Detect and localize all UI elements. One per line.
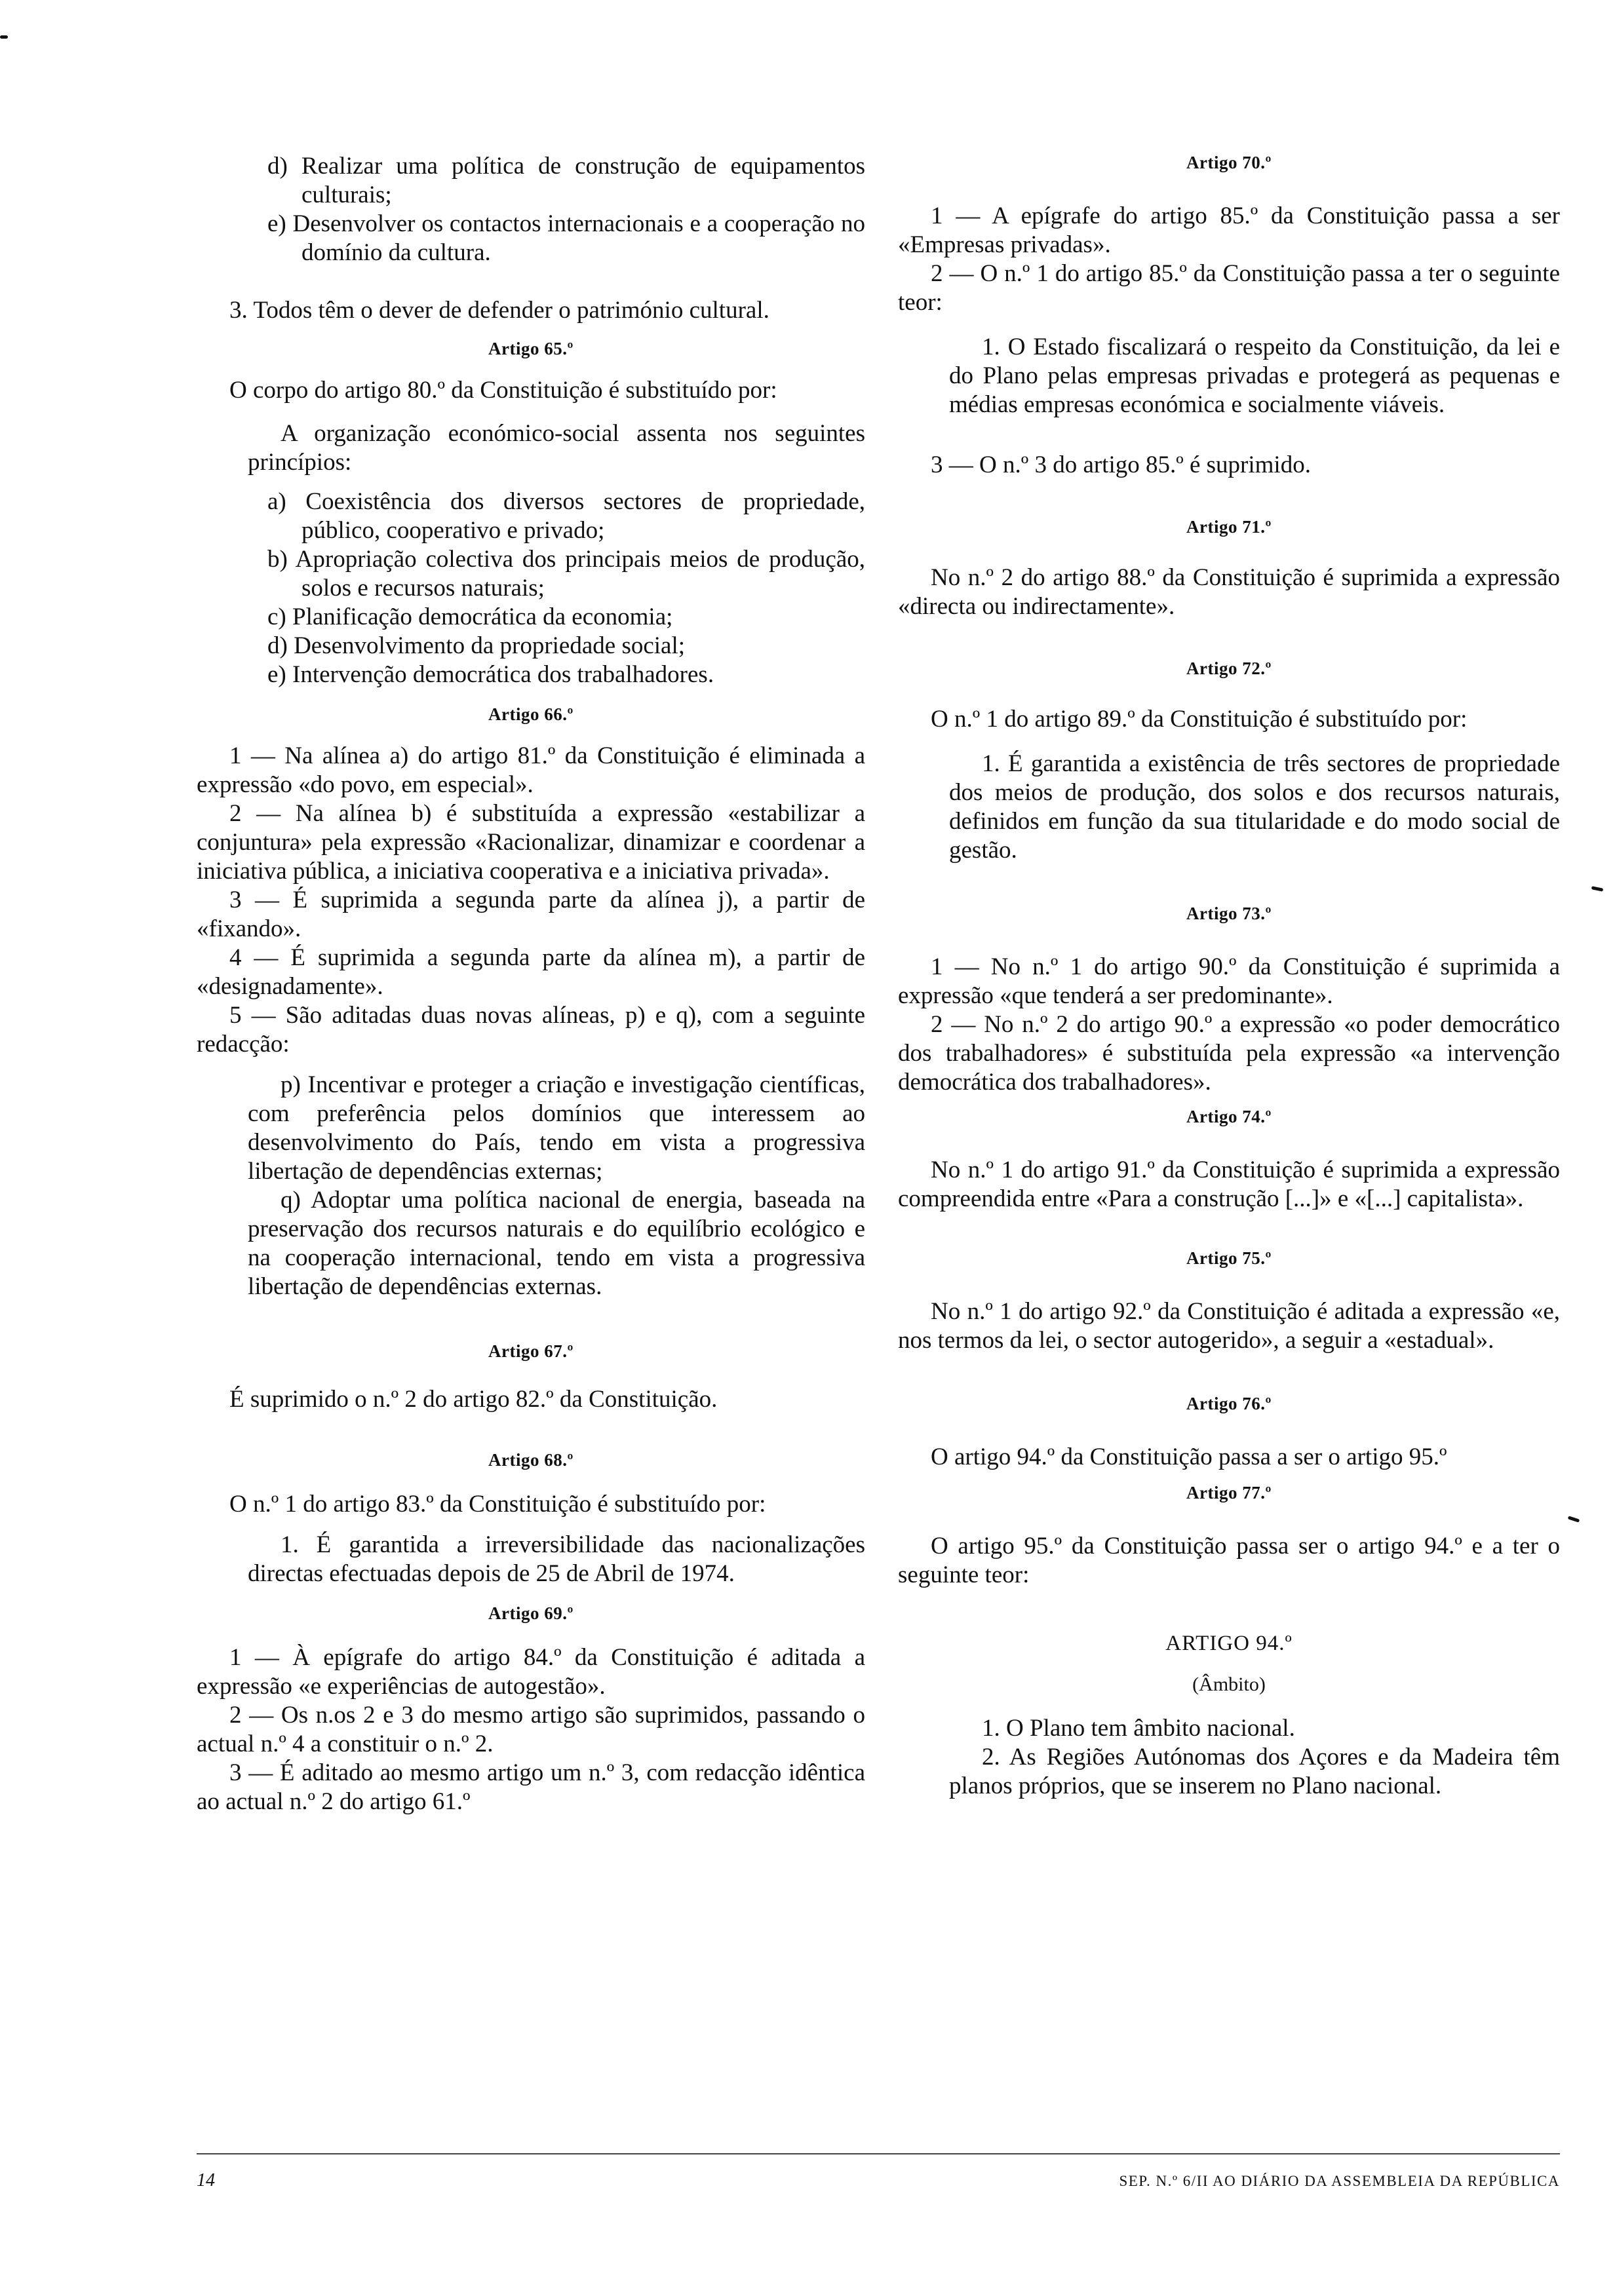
page-number: 14 [197,2170,215,2191]
footer-rule [197,2153,1560,2154]
quoted-text: 1. O Plano tem âmbito nacional. [982,1715,1295,1742]
article-title: Artigo 67.º [488,1341,574,1361]
article-title: Artigo 65.º [488,339,574,358]
quoted-text: 1. O Estado fiscalizará o respeito da Constituição, da lei e do Plano pelas empresas privadas e protegerá as pequenas e médias empresas económica e socialmente viáveis. [949,334,1560,418]
paragraph: O artigo 94.º da Constituição passa a ser o artigo 95.º [931,1444,1447,1470]
article-title: Artigo 66.º [488,704,574,724]
article-subheading: (Âmbito) [1192,1674,1266,1695]
paragraph: 1 — A epígrafe do artigo 85.º da Constituição passa a ser «Empresas privadas». [898,202,1560,258]
article-title: Artigo 68.º [488,1450,574,1470]
paragraph: No n.º 1 do artigo 92.º da Constituição é aditada a expressão «e, nos termos da lei, o sector autogerido», a seguir a «estadual». [898,1298,1560,1354]
paragraph: 2 — Os n.os 2 e 3 do mesmo artigo são suprimidos, passando o actual n.º 4 a constituir o n.º 2. [197,1702,865,1757]
paragraph: 2 — No n.º 2 do artigo 90.º a expressão «o poder democrático dos trabalhadores» é substituída pela expressão «a intervenção democrática dos trabalhadores». [898,1011,1560,1096]
paragraph: No n.º 2 do artigo 88.º da Constituição é suprimida a expressão «directa ou indirectamente». [898,564,1560,620]
paragraph: O n.º 1 do artigo 89.º da Constituição é substituído por: [931,706,1468,733]
alinea: e) Intervenção democrática dos trabalhadores. [267,661,714,688]
alinea: d) Realizar uma política de construção de equipamentos culturais; [267,153,865,208]
article-title: Artigo 73.º [1186,904,1272,923]
paragraph: É suprimido o n.º 2 do artigo 82.º da Constituição. [229,1386,718,1413]
quoted-text: 2. As Regiões Autónomas dos Açores e da Madeira têm planos próprios, que se inserem no Plano nacional. [949,1744,1560,1799]
alinea: d) Desenvolvimento da propriedade social; [267,632,686,659]
article-heading: ARTIGO 94.º [1165,1632,1293,1655]
paragraph: 3 — É aditado ao mesmo artigo um n.º 3, com redacção idêntica ao actual n.º 2 do artigo 61.º [197,1759,865,1815]
quoted-text: 1. É garantida a irreversibilidade das nacionalizações directas efectuadas depois de 25 de Abril de 1974. [248,1531,865,1587]
article-title: Artigo 74.º [1186,1107,1272,1126]
alinea: b) Apropriação colectiva dos principais meios de produção, solos e recursos naturais; [267,546,865,602]
paragraph: 1 — À epígrafe do artigo 84.º da Constituição é aditada a expressão «e experiências de autogestão». [197,1644,865,1700]
article-title: Artigo 70.º [1186,153,1272,172]
paragraph: 2 — O n.º 1 do artigo 85.º da Constituição passa a ter o seguinte teor: [898,260,1560,316]
paragraph: 1 — No n.º 1 do artigo 90.º da Constituição é suprimida a expressão «que tenderá a ser predominante». [898,953,1560,1009]
paragraph: O n.º 1 do artigo 83.º da Constituição é substituído por: [229,1491,766,1518]
paragraph: 4 — É suprimida a segunda parte da alínea m), a partir de «designadamente». [197,944,865,1000]
quoted-text: q) Adoptar uma política nacional de energia, baseada na preservação dos recursos naturais e do equilíbrio ecológico e na cooperação internacional, tendo em vista a progressiva libertação de dependências externas. [248,1187,865,1300]
article-title: Artigo 76.º [1186,1394,1272,1413]
paragraph: 1 — Na alínea a) do artigo 81.º da Constituição é eliminada a expressão «do povo, em especial». [197,742,865,798]
paragraph: No n.º 1 do artigo 91.º da Constituição é suprimida a expressão compreendida entre «Para a construção [...]» e «[...] capitalista». [898,1157,1560,1212]
quoted-text: 1. É garantida a existência de três sectores de propriedade dos meios de produção, dos solos e dos recursos naturais, definidos em função da sua titularidade e do modo social de gestão. [949,750,1560,864]
article-title: Artigo 75.º [1186,1248,1272,1268]
article-title: Artigo 72.º [1186,659,1272,678]
paragraph: 3 — É suprimida a segunda parte da alínea j), a partir de «fixando». [197,887,865,942]
article-title: Artigo 71.º [1186,517,1272,537]
paragraph: O artigo 95.º da Constituição passa ser o artigo 94.º e a ter o seguinte teor: [898,1533,1560,1588]
quoted-text: A organização económico-social assenta nos seguintes princípios: [248,420,865,476]
alinea: c) Planificação democrática da economia; [267,603,673,630]
alinea: a) Coexistência dos diversos sectores de propriedade, público, cooperativo e privado; [267,488,865,544]
scan-mark [1568,1516,1580,1522]
paragraph: 2 — Na alínea b) é substituída a expressão «estabilizar a conjuntura» pela expressão «Racionalizar, dinamizar e coordenar a iniciativa pública, a iniciativa cooperativa e a iniciativa privada». [197,800,865,885]
paragraph: 3 — O n.º 3 do artigo 85.º é suprimido. [931,451,1311,478]
scan-mark [0,35,8,39]
paragraph: 3. Todos têm o dever de defender o património cultural. [229,297,769,324]
paragraph: 5 — São aditadas duas novas alíneas, p) e q), com a seguinte redacção: [197,1002,865,1058]
scan-mark [1591,886,1604,892]
left-column [197,152,865,1816]
alinea: e) Desenvolver os contactos internacionais e a cooperação no domínio da cultura. [267,210,865,266]
right-column [898,152,1560,1801]
article-title: Artigo 69.º [488,1603,574,1623]
article-title: Artigo 77.º [1186,1483,1272,1502]
footer-title: SEP. N.º 6/II AO DIÁRIO DA ASSEMBLEIA DA REPÚBLICA [1119,2173,1560,2189]
paragraph: O corpo do artigo 80.º da Constituição é substituído por: [229,377,777,404]
quoted-text: p) Incentivar e proteger a criação e investigação científicas, com preferência pelos domínios que interessem ao desenvolvimento do País, tendo em vista a progressiva libertação de dependências externas; [248,1071,865,1185]
